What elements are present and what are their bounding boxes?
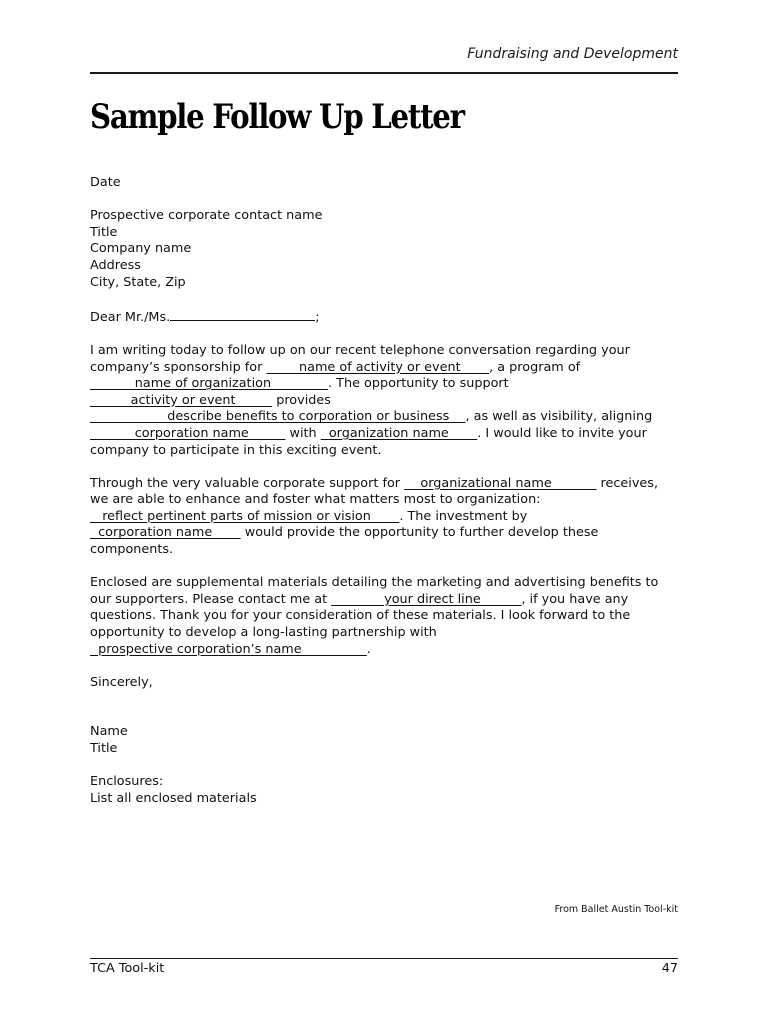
p1-field-corporation: corporation name: [90, 425, 286, 441]
p2-text-1: Through the very valuable corporate support for: [90, 475, 405, 491]
p2-text-2: receives, we are able to enhance and foster what matters most to organization:: [90, 475, 659, 508]
p1-text-1: I am writing today to follow up on our recent telephone conversation regarding your company’s sponsorship for: [90, 342, 630, 375]
p3-text-3: .: [366, 641, 371, 657]
page-number: 47: [661, 961, 678, 976]
p3-text-1: Enclosed are supplemental materials detailing the marketing and advertising benefits to our supporters. Please contact me at: [90, 575, 659, 607]
date-line: Date: [90, 175, 121, 190]
p2-text-3: . The investment by: [399, 508, 528, 524]
salutation-text: Dear Mr./Ms.: [90, 309, 171, 325]
p1-field-benefits: describe benefits to corporation or business: [90, 409, 466, 425]
salutation: [90, 308, 678, 327]
p1-field-organization: name of organization: [90, 376, 329, 392]
letter-body: [90, 175, 678, 824]
signature-title: Title: [90, 741, 118, 756]
recipient-title: Title: [90, 224, 118, 240]
p1-field-activity: name of activity or event: [266, 359, 490, 375]
p2-field-corporation: corporation name: [90, 525, 241, 541]
p1-text-4: provides: [272, 392, 331, 408]
p1-text-7: . I would like to invite your company to participate in this exciting event.: [90, 425, 647, 458]
p1-field-activity-2: activity or event: [90, 392, 273, 408]
p1-text-3: . The opportunity to support: [328, 376, 509, 392]
p3-field-direct-line: your direct line: [331, 591, 522, 607]
p2-text-4: would provide the opportunity to further develop these components.: [90, 525, 599, 558]
enclosures-item: List all enclosed materials: [90, 790, 257, 806]
p2-field-mission: reflect pertinent parts of mission or vision: [90, 508, 400, 524]
signature-block: [90, 724, 678, 757]
enclosures-heading: Enclosures:: [90, 774, 164, 790]
recipient-company: Company name: [90, 241, 192, 257]
recipient-city: City, State, Zip: [90, 274, 186, 290]
closing: Sincerely,: [90, 674, 153, 690]
paragraph-2: [90, 476, 678, 559]
salutation-blank: [170, 308, 315, 321]
footer-divider: [90, 958, 678, 959]
p3-text-2: , if you have any questions. Thank you for your consideration of these materials. I look forward to the opportunity to develop a long-lasting partnership with: [90, 591, 631, 641]
p1-text-5: , as well as visibility, aligning: [465, 409, 653, 425]
running-header: Fundraising and Development: [467, 46, 678, 62]
paragraph-1: [90, 343, 678, 459]
paragraph-3: [90, 575, 678, 658]
header-divider: [90, 72, 678, 74]
salutation-end: ;: [315, 309, 320, 325]
signature-name: Name: [90, 724, 128, 740]
footer-title: TCA Tool-kit: [90, 961, 165, 976]
recipient-address: [90, 208, 678, 291]
recipient-address-line: Address: [90, 257, 141, 273]
source-note: From Ballet Austin Tool-kit: [554, 904, 678, 915]
p2-field-organizational-name: organizational name: [404, 475, 597, 491]
page-title: Sample Follow Up Letter: [90, 97, 464, 137]
recipient-contact: Prospective corporate contact name: [90, 208, 323, 224]
p1-field-organization-2: organization name: [320, 425, 478, 441]
p3-field-corporation-name: prospective corporation’s name: [90, 641, 367, 657]
enclosures-block: [90, 774, 678, 807]
p1-text-2: , a program of: [489, 359, 581, 375]
p1-text-6: with: [285, 425, 321, 441]
